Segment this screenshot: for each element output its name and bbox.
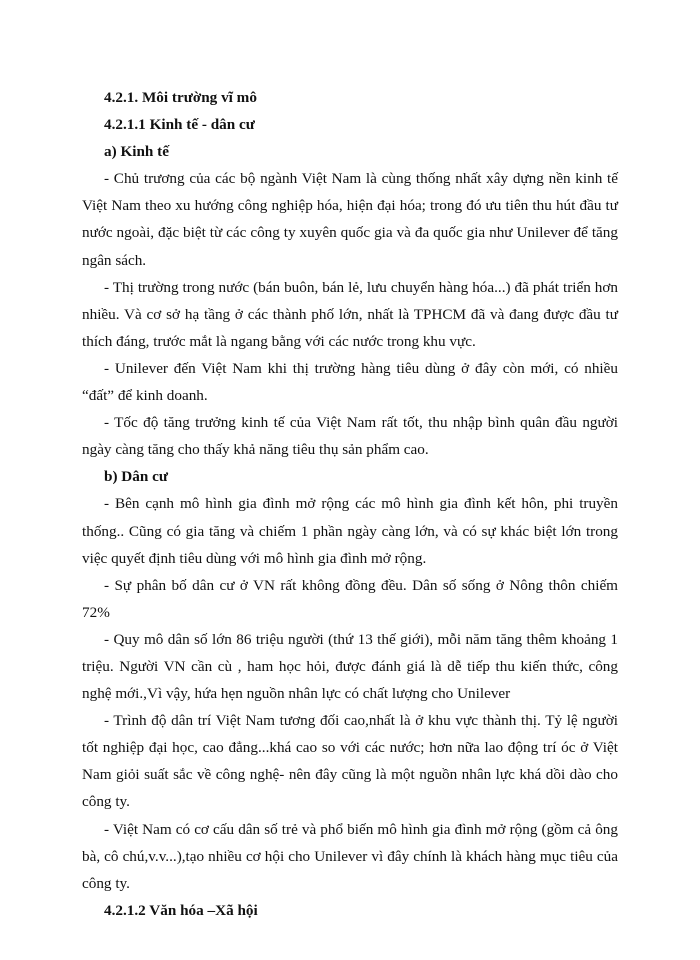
- paragraph: - Unilever đến Việt Nam khi thị trường hàng tiêu dùng ở đây còn mới, có nhiều “đất” để kinh doanh.: [82, 359, 618, 405]
- paragraph: - Trình độ dân trí Việt Nam tương đối cao,nhất là ở khu vực thành thị. Tỷ lệ người tốt nghiệp đại học, cao đẳng...khá cao so với các nước; hơn nữa lao động trí óc ở Việt Nam giỏi suất sắc về công nghệ- nên đây cũng là một nguồn nhân lực khá dồi dào cho công ty.: [82, 712, 618, 811]
- paragraph: - Chủ trương của các bộ ngành Việt Nam là cùng thống nhất xây dựng nền kinh tế Việt Nam theo xu hướng công nghiệp hóa, hiện đại hóa; trong đó ưu tiên thu hút đầu tư nước ngoài, đặc biệt từ các công ty xuyên quốc gia và đa quốc gia như Unilever để tăng ngân sách.: [82, 170, 618, 269]
- paragraph: - Tốc độ tăng trưởng kinh tế của Việt Nam rất tốt, thu nhập bình quân đầu người ngày càng tăng cho thấy khả năng tiêu thụ sản phẩm cao.: [82, 414, 618, 459]
- paragraph: - Việt Nam có cơ cấu dân số trẻ và phổ biến mô hình gia đình mở rộng (gồm cả ông bà, cô chú,v.v...),tạo nhiều cơ hội cho Unilever vì đây chính là khách hàng mục tiêu của công ty.: [82, 820, 618, 892]
- paragraph: - Thị trường trong nước (bán buôn, bán lẻ, lưu chuyển hàng hóa...) đã phát triển hơn nhiều. Và cơ sở hạ tầng ở các thành phố lớn, nhất là TPHCM đã và đang được đầu tư thích đáng, trước mắt là ngang bằng với các nước trong khu vực.: [82, 278, 618, 350]
- section-b-title: b) Dân cư: [104, 468, 168, 486]
- paragraph: - Sự phân bố dân cư ở VN rất không đồng đều. Dân số sống ở Nông thôn chiếm 72%: [82, 576, 618, 621]
- paragraph: - Quy mô dân số lớn 86 triệu người (thứ 13 thế giới), mỗi năm tăng thêm khoảng 1 triệu. Người VN cần cù , ham học hỏi, được đánh giá là dễ tiếp thu kiến thức, công nghệ mới.,Vì vậy, hứa hẹn nguồn nhân lực có chất lượng cho Unilever: [82, 630, 618, 703]
- subsection-heading-culture-society: 4.2.1.2 Văn hóa –Xã hội: [104, 901, 258, 919]
- paragraph: - Bên cạnh mô hình gia đình mở rộng các mô hình gia đình kết hôn, phi truyền thống.. Cũng có gia tăng và chiếm 1 phần ngày càng lớn, và có sự khác biệt lớn trong việc quyết định tiêu dùng với mô hình gia đình mở rộng.: [82, 495, 618, 567]
- subsection-heading-economy-population: 4.2.1.1 Kinh tế - dân cư: [104, 116, 255, 134]
- section-heading-macro-environment: 4.2.1. Môi trường vĩ mô: [104, 89, 257, 106]
- section-a-title: a) Kinh tế: [104, 143, 169, 161]
- document-page: [82, 84, 618, 924]
